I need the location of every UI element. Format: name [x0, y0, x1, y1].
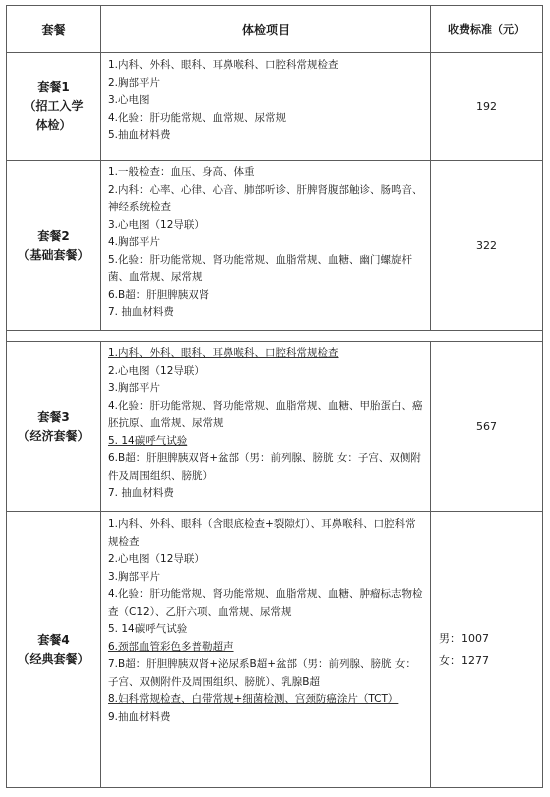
- price-cell: [431, 161, 542, 330]
- package-name: 套餐2: [37, 228, 70, 243]
- header-items: 体检项目: [101, 6, 431, 52]
- package-price-female: 女：1277: [439, 653, 489, 667]
- list-item: 2.心电图（12导联）: [108, 553, 205, 565]
- price-cell: [431, 53, 542, 160]
- package-name-cell: [7, 342, 101, 511]
- package-name: 套餐3: [37, 409, 70, 424]
- package-price: 567: [476, 420, 497, 433]
- list-item: 1.内科、外科、眼科、耳鼻喉科、口腔科常规检查: [108, 347, 339, 359]
- package-name: 套餐4: [37, 632, 70, 647]
- package-row-3: [7, 341, 542, 511]
- list-item: 5. 14碳呼气试验: [108, 623, 188, 635]
- list-item: 7. 抽血材料费: [108, 487, 174, 499]
- package-price: 192: [476, 100, 497, 113]
- list-item: 3.胸部平片: [108, 570, 161, 583]
- list-item: 2.心电图（12导联）: [108, 364, 205, 377]
- list-item: 2.胸部平片: [108, 76, 161, 89]
- package-name-cell: [7, 512, 101, 787]
- list-item: 5.化验：肝功能常规、肾功能常规、血脂常规、血糖、幽门螺旋杆菌、血常规、尿常规: [108, 253, 413, 283]
- package-subtitle: （经典套餐）: [17, 651, 90, 666]
- package-row-4: [7, 511, 542, 787]
- checkup-package-table: [6, 5, 543, 788]
- price-cell: [431, 512, 542, 787]
- list-item: 2.内科：心率、心律、心音、肺部听诊、肝脾肾腹部触诊、肠鸣音、神经系统检查: [108, 183, 423, 213]
- list-item: 1.一般检查：血压、身高、体重: [108, 166, 255, 178]
- list-item: 4.化验：肝功能常规、肾功能常规、血脂常规、血糖、甲胎蛋白、癌胚抗原、血常规、尿常规: [108, 399, 423, 429]
- package-items: [101, 161, 431, 330]
- package-row-1: [7, 52, 542, 160]
- list-item: 6.B超：肝胆脾胰双肾+盆部（男：前列腺、膀胱 女：子宫、双侧附件及周围组织、膀胱）: [108, 452, 421, 482]
- list-item: 7. 抽血材料费: [108, 306, 174, 318]
- list-item: 7.B超：肝胆脾胰双肾+泌尿系B超+盆部（男：前列腺、膀胱 女：子宫、双侧附件及周围组织、膀胱）、乳腺B超: [108, 658, 416, 688]
- price-cell: [431, 342, 542, 511]
- header-price: 收费标准（元）: [448, 23, 525, 36]
- row-gap: [7, 330, 542, 341]
- package-price-male: 男：1007: [439, 631, 489, 645]
- list-item: 4.化验：肝功能常规、血常规、尿常规: [108, 111, 287, 124]
- list-item: 1.内科、外科、眼科（含眼底检查+裂隙灯）、耳鼻喉科、口腔科常规检查: [108, 518, 416, 548]
- package-items: [101, 512, 431, 787]
- list-item: 9.抽血材料费: [108, 710, 171, 723]
- package-price: 322: [476, 239, 497, 252]
- package-name-cell: [7, 53, 101, 160]
- list-item: 1.内科、外科、眼科、耳鼻喉科、口腔科常规检查: [108, 59, 339, 71]
- list-item: 8.妇科常规检查、白带常规+细菌检测、宫颈防癌涂片（TCT）: [108, 693, 399, 705]
- package-row-2: [7, 160, 542, 330]
- package-items: [101, 53, 431, 160]
- list-item: 6.颈部血管彩色多普勒超声: [108, 640, 234, 653]
- package-subtitle: （基础套餐）: [17, 247, 90, 262]
- list-item: 5.抽血材料费: [108, 129, 171, 141]
- list-item: 4.化验：肝功能常规、肾功能常规、血脂常规、血糖、肿瘤标志物检查（C12）、乙肝六项、血常规、尿常规: [108, 588, 423, 618]
- package-name-cell: [7, 161, 101, 330]
- list-item: 4.胸部平片: [108, 236, 161, 248]
- package-subtitle: （招工入学体检）: [23, 99, 84, 132]
- list-item: 3.胸部平片: [108, 382, 161, 394]
- package-name: 套餐1: [37, 80, 70, 94]
- table-header-row: [7, 6, 542, 52]
- list-item: 5. 14碳呼气试验: [108, 434, 188, 447]
- header-package: 套餐: [7, 6, 101, 52]
- package-items: [101, 342, 431, 511]
- list-item: 3.心电图: [108, 94, 150, 106]
- list-item: 3.心电图（12导联）: [108, 218, 205, 231]
- list-item: 6.B超：肝胆脾胰双肾: [108, 288, 210, 301]
- package-subtitle: （经济套餐）: [17, 428, 90, 443]
